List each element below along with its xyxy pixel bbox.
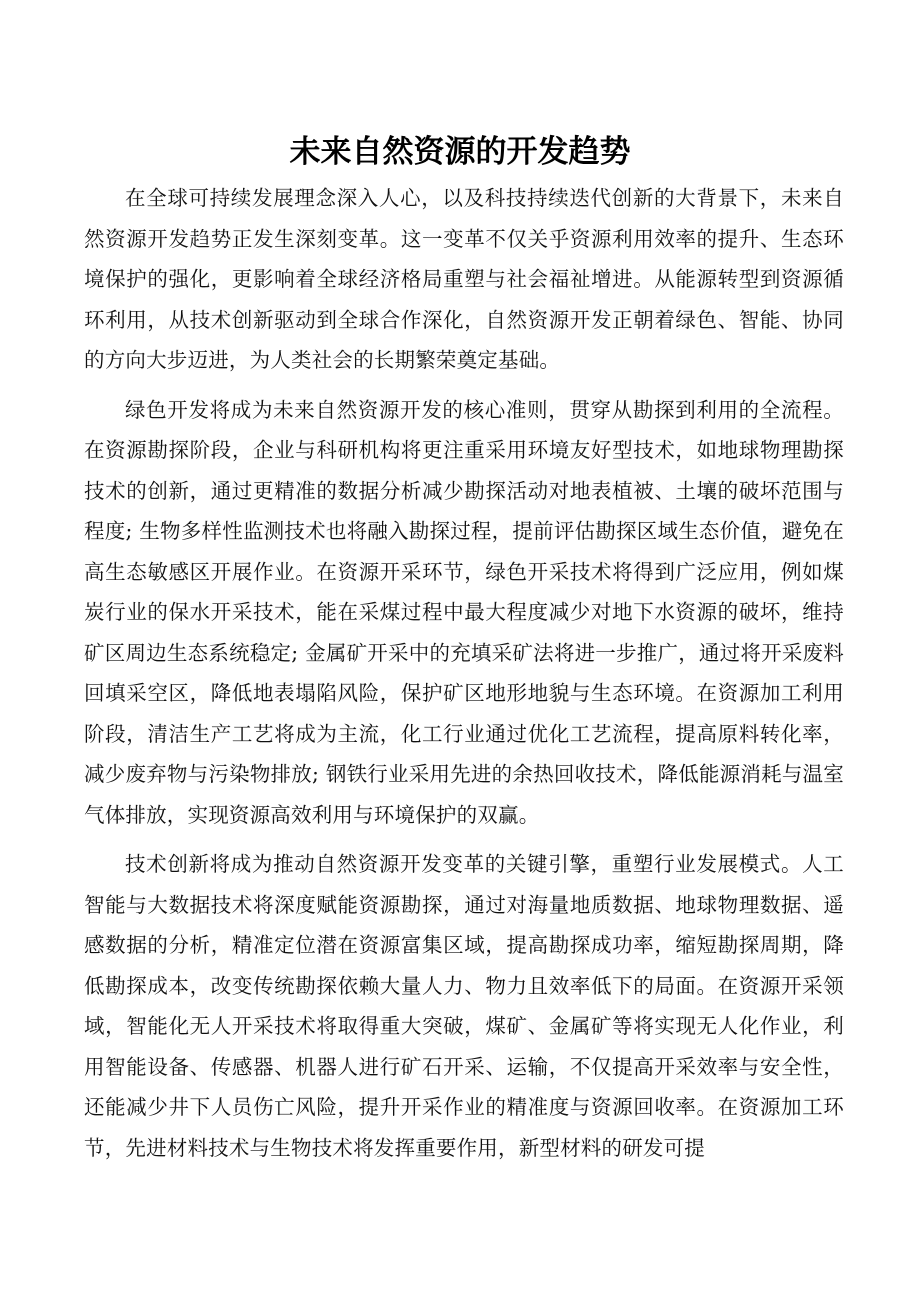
document-title: 未来自然资源的开发趋势 (289, 134, 631, 170)
paragraph-intro: 在全球可持续发展理念深入人心，以及科技持续迭代创新的大背景下，未来自然资源开发趋势正发生深刻变革。这一变革不仅关乎资源利用效率的提升、生态环境保护的强化，更影响着全球经济格局重塑与社会福祉增进。从能源转型到资源循环利用，从技术创新驱动到全球合作深化，自然资源开发正朝着绿色、智能、协同的方向大步迈进，为人类社会的长期繁荣奠定基础。 (84, 186, 844, 372)
document-body (84, 178, 844, 1168)
paragraph-green-development: 绿色开发将成为未来自然资源开发的核心准则，贯穿从勘探到利用的全流程。在资源勘探阶段，企业与科研机构将更注重采用环境友好型技术，如地球物理勘探技术的创新，通过更精准的数据分析减少勘探活动对地表植被、土壤的破坏范围与程度; 生物多样性监测技术也将融入勘探过程，提前评估勘探区域生态价值，避免在高生态敏感区开展作业。在资源开采环节，绿色开采技术将得到广泛应用，例如煤炭行业的保水开采技术，能在采煤过程中最大程度减少对地下水资源的破坏，维持矿区周边生态系统稳定; 金属矿开采中的充填采矿法将进一步推广，通过将开采废料回填采空区，降低地表塌陷风险，保护矿区地形地貌与生态环境。在资源加工利用阶段，清洁生产工艺将成为主流，化工行业通过优化工艺流程，提高原料转化率，减少废弃物与污染物排放; 钢铁行业采用先进的余热回收技术，降低能源消耗与温室气体排放，实现资源高效利用与环境保护的双赢。 (84, 397, 844, 827)
paragraph-technical-innovation: 技术创新将成为推动自然资源开发变革的关键引擎，重塑行业发展模式。人工智能与大数据技术将深度赋能资源勘探，通过对海量地质数据、地球物理数据、遥感数据的分析，精准定位潜在资源富集区域，提高勘探成功率，缩短勘探周期，降低勘探成本，改变传统勘探依赖大量人力、物力且效率低下的局面。在资源开采领域，智能化无人开采技术将取得重大突破，煤矿、金属矿等将实现无人化作业，利用智能设备、传感器、机器人进行矿石开采、运输，不仅提高开采效率与安全性，还能减少井下人员伤亡风险，提升开采作业的精准度与资源回收率。在资源加工环节，先进材料技术与生物技术将发挥重要作用，新型材料的研发可提 (84, 852, 844, 1160)
